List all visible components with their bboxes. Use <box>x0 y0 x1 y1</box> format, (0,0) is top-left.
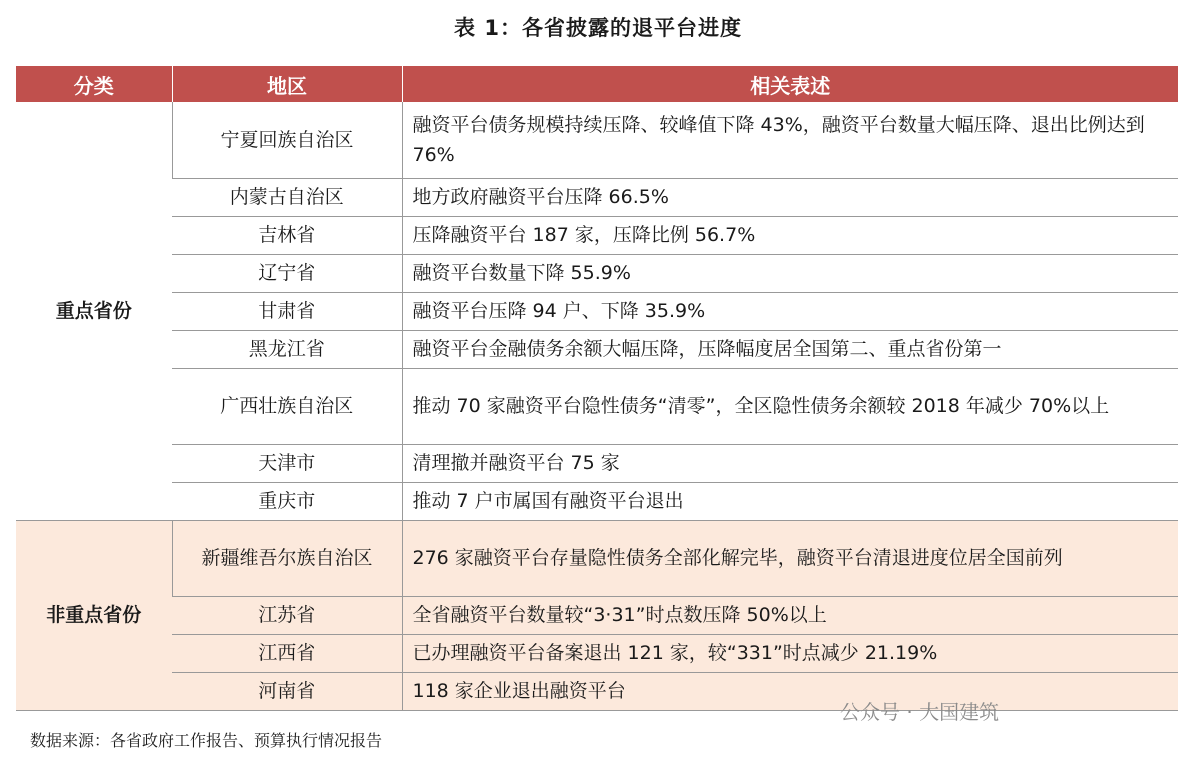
table-row <box>16 520 1178 596</box>
table-row <box>16 254 1178 292</box>
region-cell: 广西壮族自治区 <box>172 368 402 444</box>
region-cell: 江西省 <box>172 634 402 672</box>
category-cell: 非重点省份 <box>16 520 172 710</box>
table-row <box>16 330 1178 368</box>
region-cell: 宁夏回族自治区 <box>172 102 402 178</box>
region-cell: 甘肃省 <box>172 292 402 330</box>
region-cell: 河南省 <box>172 672 402 710</box>
table-row <box>16 178 1178 216</box>
region-cell: 江苏省 <box>172 596 402 634</box>
table-row <box>16 596 1178 634</box>
description-cell: 全省融资平台数量较“3·31”时点数压降 50%以上 <box>402 596 1178 634</box>
description-cell: 压降融资平台 187 家，压降比例 56.7% <box>402 216 1178 254</box>
description-cell: 融资平台金融债务余额大幅压降，压降幅度居全国第二、重点省份第一 <box>402 330 1178 368</box>
source-note: 数据来源：各省政府工作报告、预算执行情况报告 <box>30 731 383 750</box>
watermark: 公众号 · 大国建筑 <box>840 700 1000 724</box>
description-cell: 融资平台压降 94 户、下降 35.9% <box>402 292 1178 330</box>
header-region: 地区 <box>172 66 402 102</box>
region-cell: 新疆维吾尔族自治区 <box>172 520 402 596</box>
description-cell: 276 家融资平台存量隐性债务全部化解完毕，融资平台清退进度位居全国前列 <box>402 520 1178 596</box>
progress-table <box>16 66 1178 711</box>
table-row <box>16 482 1178 520</box>
description-cell: 推动 70 家融资平台隐性债务“清零”，全区隐性债务余额较 2018 年减少 70%以上 <box>402 368 1178 444</box>
region-cell: 天津市 <box>172 444 402 482</box>
region-cell: 吉林省 <box>172 216 402 254</box>
table-row <box>16 102 1178 178</box>
table-title: 表 1：各省披露的退平台进度 <box>454 16 742 40</box>
table-row <box>16 368 1178 444</box>
table-header-row <box>16 66 1178 102</box>
region-cell: 辽宁省 <box>172 254 402 292</box>
header-description: 相关表述 <box>402 66 1178 102</box>
region-cell: 内蒙古自治区 <box>172 178 402 216</box>
header-category: 分类 <box>16 66 172 102</box>
category-cell: 重点省份 <box>16 102 172 520</box>
table-row <box>16 444 1178 482</box>
description-cell: 融资平台数量下降 55.9% <box>402 254 1178 292</box>
description-cell: 清理撤并融资平台 75 家 <box>402 444 1178 482</box>
description-cell: 已办理融资平台备案退出 121 家，较“331”时点减少 21.19% <box>402 634 1178 672</box>
description-cell: 118 家企业退出融资平台 <box>402 672 1178 710</box>
region-cell: 黑龙江省 <box>172 330 402 368</box>
description-cell: 推动 7 户市属国有融资平台退出 <box>402 482 1178 520</box>
table-row <box>16 634 1178 672</box>
description-cell: 地方政府融资平台压降 66.5% <box>402 178 1178 216</box>
region-cell: 重庆市 <box>172 482 402 520</box>
table-row <box>16 292 1178 330</box>
table-row <box>16 672 1178 710</box>
table-row <box>16 216 1178 254</box>
description-cell: 融资平台债务规模持续压降、较峰值下降 43%，融资平台数量大幅压降、退出比例达到 76% <box>402 102 1178 178</box>
